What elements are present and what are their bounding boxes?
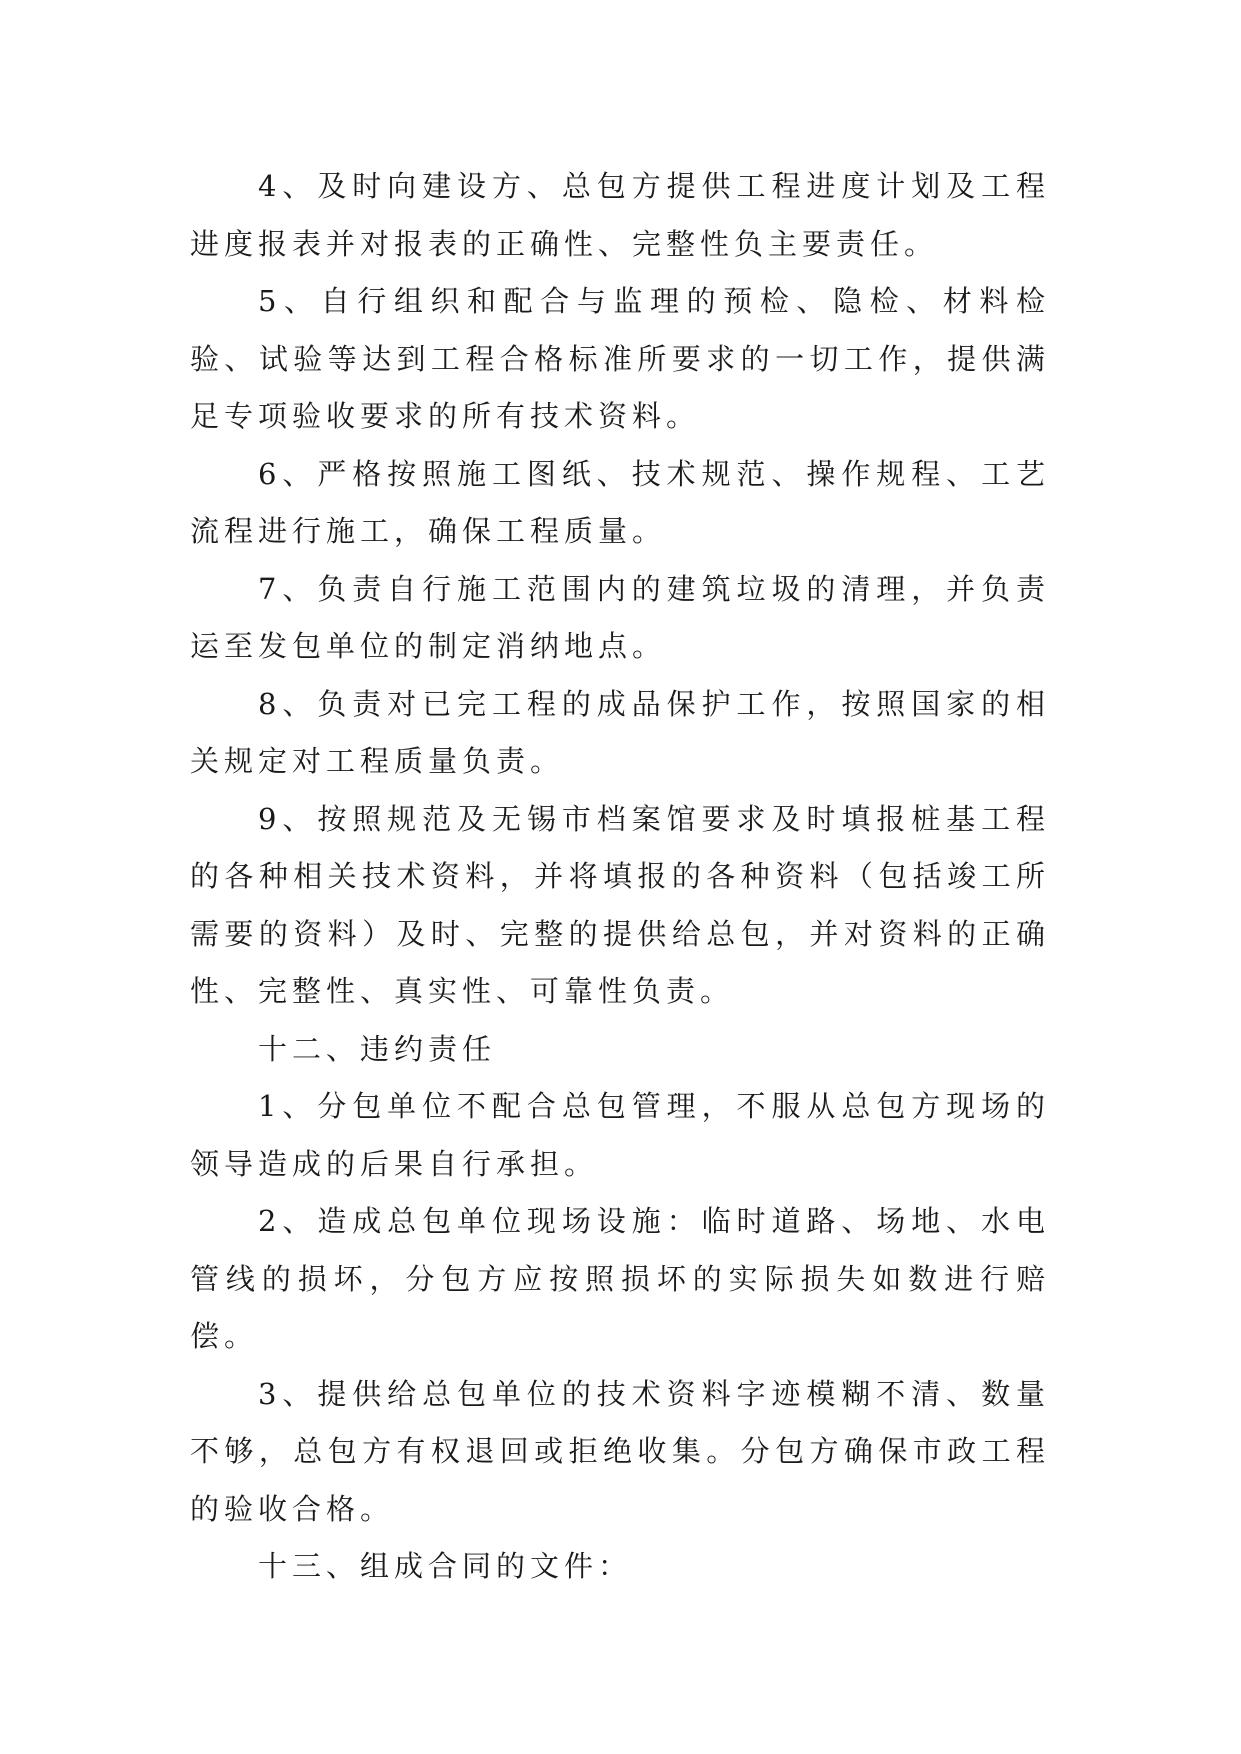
paragraph-clause-8: 8、负责对已完工程的成品保护工作，按照国家的相关规定对工程质量负责。 bbox=[190, 686, 1050, 778]
paragraph-clause-4: 4、及时向建设方、总包方提供工程进度计划及工程进度报表并对报表的正确性、完整性负主要责任。 bbox=[190, 169, 1050, 261]
paragraph-clause-7: 7、负责自行施工范围内的建筑垃圾的清理，并负责运至发包单位的制定消纳地点。 bbox=[190, 571, 1050, 663]
section-heading-12: 十二、违约责任 bbox=[258, 1031, 497, 1066]
document-body bbox=[190, 158, 1050, 1596]
paragraph-breach-2: 2、造成总包单位现场设施：临时道路、场地、水电管线的损坏，分包方应按照损坏的实际损失如数进行赔偿。 bbox=[190, 1204, 1050, 1353]
paragraph-breach-3: 3、提供给总包单位的技术资料字迹模糊不清、数量不够，总包方有权退回或拒绝收集。分包方确保市政工程的验收合格。 bbox=[190, 1376, 1050, 1526]
paragraph-clause-5: 5、自行组织和配合与监理的预检、隐检、材料检验、试验等达到工程合格标准所要求的一切工作，提供满足专项验收要求的所有技术资料。 bbox=[190, 284, 1050, 433]
section-heading-13: 十三、组成合同的文件： bbox=[258, 1549, 633, 1583]
paragraph-clause-6: 6、严格按照施工图纸、技术规范、操作规程、工艺流程进行施工，确保工程质量。 bbox=[190, 456, 1050, 548]
paragraph-clause-9: 9、按照规范及无锡市档案馆要求及时填报桩基工程的各种相关技术资料，并将填报的各种资料（包括竣工所需要的资料）及时、完整的提供给总包，并对资料的正确性、完整性、真实性、可靠性负责。 bbox=[190, 801, 1050, 1008]
paragraph-breach-1: 1、分包单位不配合总包管理，不服从总包方现场的领导造成的后果自行承担。 bbox=[190, 1089, 1050, 1181]
